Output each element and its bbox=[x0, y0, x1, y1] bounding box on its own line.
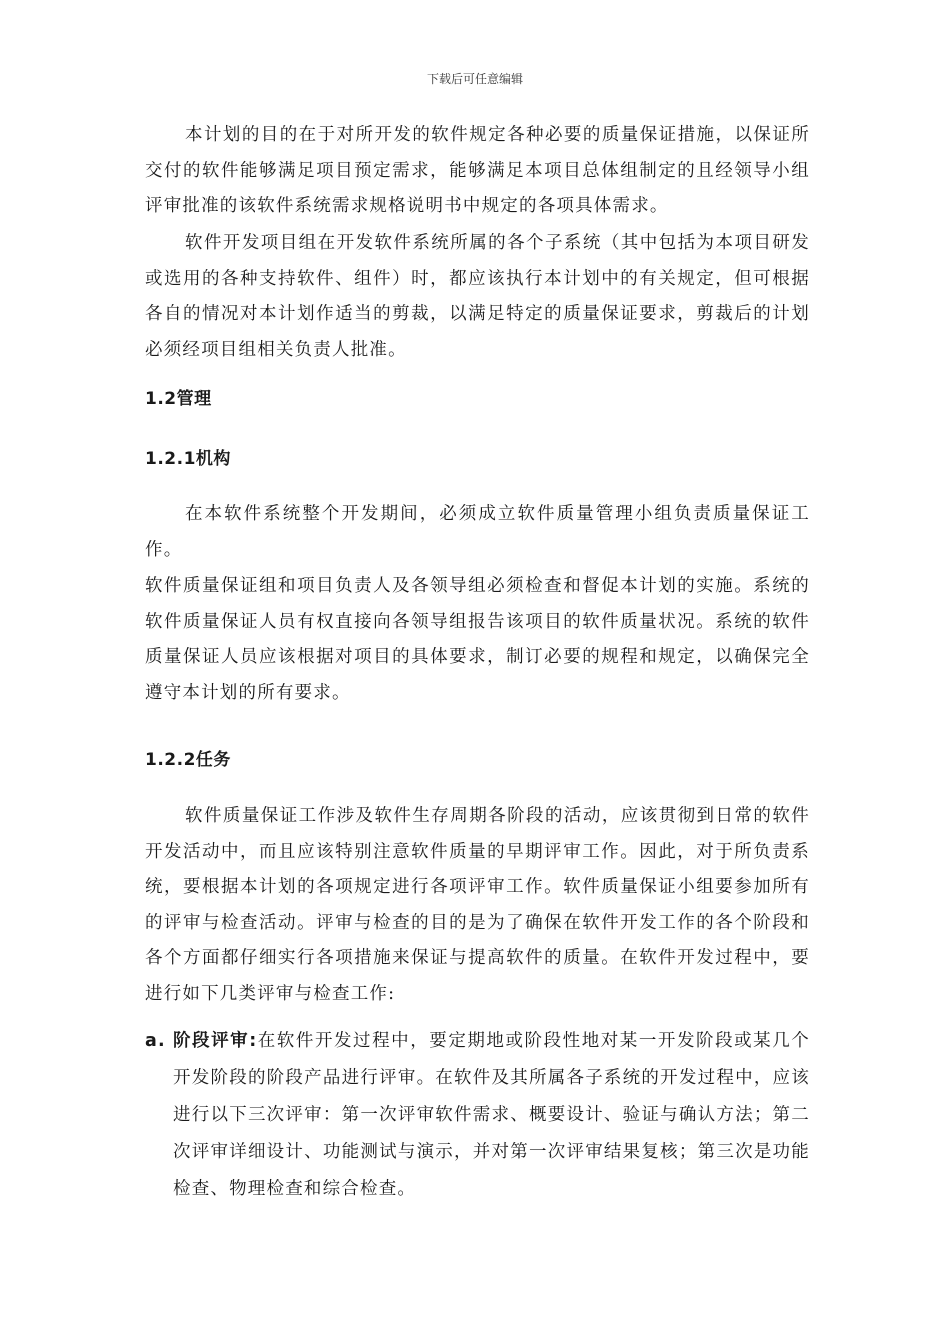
list-item-body bbox=[173, 1023, 810, 1208]
list-item-text: 在软件开发过程中，要定期地或阶段性地对某一开发阶段或某几个开发阶段的阶段产品进行评审。在软件及其所属各子系统的开发过程中，应该进行以下三次评审：第一次评审软件需求、概要设计、验证与确认方法；第二次评审详细设计、功能测试与演示，并对第一次评审结果复核；第三次是功能检查、物理检查和综合检查。 bbox=[173, 1031, 810, 1199]
intro-paragraph-1: 本计划的目的在于对所开发的软件规定各种必要的质量保证措施，以保证所交付的软件能够满足项目预定需求，能够满足本项目总体组制定的且经领导小组评审批准的该软件系统需求规格说明书中规定的各项具体需求。 bbox=[145, 125, 810, 216]
heading-1-2-1: 1.2.1机构 bbox=[145, 449, 231, 469]
list-item-a bbox=[145, 1023, 810, 1208]
org-paragraph-1: 在本软件系统整个开发期间，必须成立软件质量管理小组负责质量保证工作。 bbox=[145, 504, 810, 560]
task-paragraph-1: 软件质量保证工作涉及软件生存周期各阶段的活动，应该贯彻到日常的软件开发活动中，而且应该特别注意软件质量的早期评审工作。因此，对于所负责系统，要根据本计划的各项规定进行各项评审工作。软件质量保证小组要参加所有的评审与检查活动。评审与检查的目的是为了确保在软件开发工作的各个阶段和各个方面都仔细实行各项措施来保证与提高软件的质量。在软件开发过程中，要进行如下几类评审与检查工作: bbox=[145, 806, 810, 1004]
page-header: 下载后可任意编辑 bbox=[426, 72, 523, 86]
heading-1-2-2: 1.2.2任务 bbox=[145, 750, 231, 770]
org-paragraph-2: 软件质量保证组和项目负责人及各领导组必须检查和督促本计划的实施。系统的软件质量保证人员有权直接向各领导组报告该项目的软件质量状况。系统的软件质量保证人员应该根据对项目的具体要求，制订必要的规程和规定，以确保完全遵守本计划的所有要求。 bbox=[145, 576, 810, 703]
list-item-term: 阶段评审: bbox=[173, 1031, 258, 1051]
list-marker: a. bbox=[145, 1031, 166, 1051]
heading-1-2: 1.2管理 bbox=[145, 389, 212, 409]
intro-paragraph-2: 软件开发项目组在开发软件系统所属的各个子系统（其中包括为本项目研发或选用的各种支持软件、组件）时，都应该执行本计划中的有关规定，但可根据各自的情况对本计划作适当的剪裁，以满足特定的质量保证要求，剪裁后的计划必须经项目组相关负责人批准。 bbox=[145, 233, 810, 360]
